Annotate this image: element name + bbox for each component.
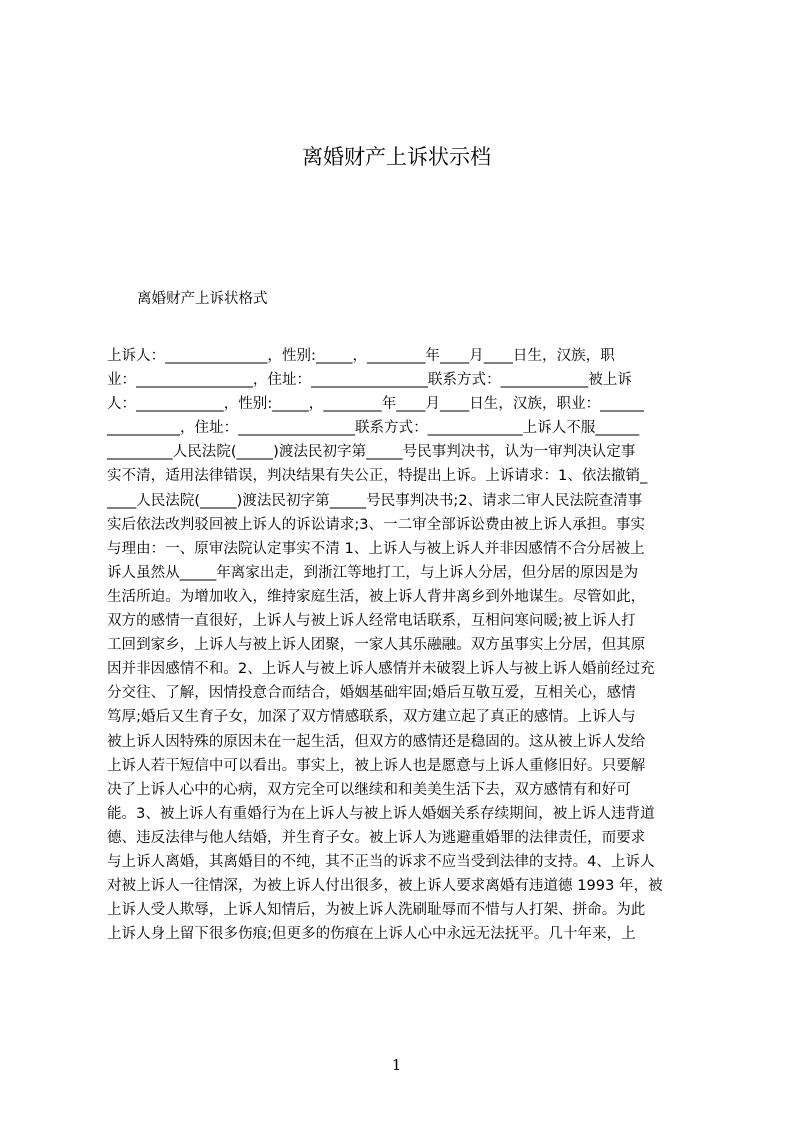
text-line: 被上诉人因特殊的原因未在一起生活，但双方的感情还是稳固的。这从被上诉人发给 <box>107 733 646 750</box>
text-line: 上诉人：______________，性别:_____，________年____月____日生，汉族，职 <box>107 348 615 364</box>
text-line: 能。3、被上诉人有重婚行为在上诉人与被上诉人婚姻关系存续期间，被上诉人违背道 <box>107 805 655 822</box>
text-line: 上诉人身上留下很多伤痕;但更多的伤痕在上诉人心中永远无法抚平。几十年来，上 <box>107 926 636 943</box>
text-line: 生活所迫。为增加收入，维持家庭生活，被上诉人背井离乡到外地谋生。尽管如此， <box>107 588 646 605</box>
text-line: 业：________________，住址：________________联系方式：____________被上诉 <box>107 372 632 389</box>
text-line: __________，住址：________________联系方式：_____________上诉人不服______ <box>107 420 640 437</box>
text-line: 人：____________，性别:_____，________年____月____日生，汉族，职业：______ <box>107 396 644 413</box>
body-text <box>107 344 697 946</box>
text-line: 上诉人若干短信中可以看出。事实上，被上诉人也是愿意与上诉人重修旧好。只要解 <box>107 757 646 774</box>
text-line: 与上诉人离婚，其离婚目的不纯，其不正当的诉求不应当受到法律的支持。4、上诉人 <box>107 853 655 870</box>
text-line: 双方的感情一直很好，上诉人与被上诉人经常电话联系，互相问寒问暖;被上诉人打 <box>107 613 636 630</box>
text-line: 决了上诉人心中的心病，双方完全可以继续和和美美生活下去，双方感情有和好可 <box>107 781 631 798</box>
text-line: 工回到家乡，上诉人与被上诉人团聚，一家人其乐融融。双方虽事实上分居，但其原 <box>107 637 646 654</box>
text-line: ____人民法院(_____)渡法民初字第_____号民事判决书;2、请求二审人民法院查清事 <box>107 492 643 509</box>
text-line: 实后依法改判驳回被上诉人的诉讼请求;3、一二审全部诉讼费由被上诉人承担。事实 <box>107 516 646 533</box>
text-line: 对被上诉人一往情深，为被上诉人付出很多，被上诉人要求离婚有违道德 1993 年，被 <box>107 878 663 895</box>
text-line: 因并非因感情不和。2、上诉人与被上诉人感情并未破裂上诉人与被上诉人婚前经过充 <box>107 661 655 678</box>
text-line: 德、违反法律与他人结婚，并生育子女。被上诉人为逃避重婚罪的法律责任，而要求 <box>107 829 646 846</box>
text-line: 诉人虽然从_____年离家出走，到浙江等地打工，与上诉人分居，但分居的原因是为 <box>107 564 639 581</box>
text-line: 上诉人受人欺辱，上诉人知情后，为被上诉人洗刷耻辱而不惜与人打架、拼命。为此 <box>107 902 646 919</box>
document-title: 离婚财产上诉状示档 <box>302 145 491 169</box>
text-line: 实不清，适用法律错误，判决结果有失公正，特提出上诉。上诉请求：1、依法撤销_ <box>107 468 648 485</box>
text-line: 与理由：一、原审法院认定事实不清 1、上诉人与被上诉人并非因感情不合分居被上 <box>107 540 645 557</box>
section-subtitle: 离婚财产上诉状格式 <box>137 291 268 307</box>
text-line: 笃厚;婚后又生育子女，加深了双方情感联系，双方建立起了真正的感情。上诉人与 <box>107 709 636 726</box>
text-line: 分交往、了解，因情投意合而结合，婚姻基础牢固;婚后互敬互爱，互相关心，感情 <box>107 685 636 702</box>
page-number: 1 <box>391 1056 402 1074</box>
text-line: _________人民法院(_____)渡法民初字第_____号民事判决书，认为一审判决认定事 <box>107 444 636 461</box>
